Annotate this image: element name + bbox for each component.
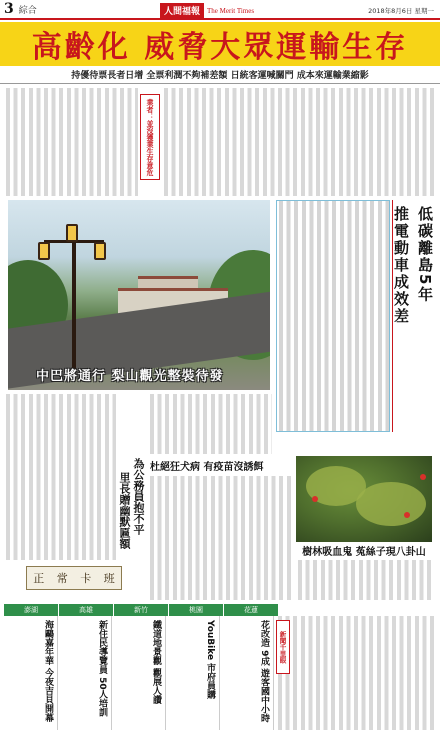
regional-title: 新住民導覽員 50人培訓 [97, 620, 107, 717]
regional-tab-penghu: 澎湖 [4, 604, 58, 616]
headline-band [0, 22, 440, 66]
masthead-logo: 人間福報 [160, 3, 204, 18]
signboard-char: 正 [33, 572, 45, 585]
regional-column [112, 616, 166, 730]
moss-shape [356, 482, 426, 526]
regional-tab-hsinchu: 新竹 [114, 604, 168, 616]
regional-tab-taoyuan: 桃園 [169, 604, 223, 616]
lead-headline: 高齡化 威脅大眾運輸生存 [31, 30, 409, 65]
masthead-english: The Merit Times [207, 6, 255, 15]
regional-body-text [276, 616, 436, 730]
lantern-icon [38, 242, 50, 260]
regional-tab-hualien: 花蓮 [224, 604, 278, 616]
lantern-icon [94, 242, 106, 260]
lamp-post-icon [72, 230, 76, 380]
mid-body-text-lower [148, 476, 292, 600]
side-title-line1: 低碳離島5年 [416, 206, 434, 304]
regional-columns [4, 616, 274, 730]
lead-body-text-right [162, 88, 436, 196]
signboard-char: 常 [56, 572, 68, 585]
berry-shape [312, 496, 318, 502]
lead-body-text-left [4, 88, 138, 196]
signboard-photo [26, 566, 122, 590]
story-b-title-line2: 里長贈幽默匾額 [118, 472, 131, 549]
hero-photo [8, 200, 270, 390]
side-title-line2: 推電動車成效差 [392, 206, 410, 325]
subhead-band [0, 66, 440, 84]
regional-column [4, 616, 58, 730]
regional-tabs [4, 604, 436, 616]
lantern-icon [66, 224, 78, 242]
dodder-body-text [296, 560, 432, 600]
regional-column [58, 616, 112, 730]
section-label: 綜合 [18, 5, 37, 16]
regional-news-band [4, 604, 436, 730]
lead-pullquote: 業者：並沒獲業生存意危 [140, 94, 160, 180]
dodder-photo [296, 456, 432, 542]
mid-body-text-center [148, 394, 272, 454]
berry-shape [404, 512, 410, 518]
regional-title: 花改造 9成 遊客國中小時 [259, 620, 269, 723]
lead-subhead: 持優待票長者日增 全票利潤不夠補差額 日統客運喊關門 成本來運輸業縮影 [71, 71, 369, 81]
story-a-title: 杜絕狂犬病 有疫苗沒誘餌 [150, 462, 264, 473]
page-number: 3 [4, 1, 14, 17]
regional-column [166, 616, 220, 730]
dodder-caption: 樹林吸血鬼 菟絲子現八卦山 [302, 547, 426, 558]
dateline: 2018年8月6日 星期一 [368, 7, 434, 15]
regional-title: 鐵道地景觀 觀展人讚 [151, 620, 161, 705]
signboard-char: 卡 [80, 572, 92, 585]
masthead [160, 3, 254, 18]
regional-title: 海鷗嘉年華 今夜吉貝開幕 [43, 620, 53, 723]
hero-caption: 中巴將通行 梨山觀光整裝待發 [36, 369, 224, 384]
signboard-char: 班 [103, 572, 115, 585]
mid-body-text-left [4, 394, 116, 560]
regional-title: YouBike 市府員購 [205, 620, 215, 700]
regional-tab-kaohsiung: 高雄 [59, 604, 113, 616]
regional-column [220, 616, 274, 730]
side-story-title [392, 200, 434, 432]
story-b-title-line1: 為公務員抱不平 [132, 458, 145, 535]
side-story-body [276, 200, 390, 432]
berry-shape [420, 474, 426, 480]
news-box-label: 新聞千里眼 [276, 620, 290, 674]
